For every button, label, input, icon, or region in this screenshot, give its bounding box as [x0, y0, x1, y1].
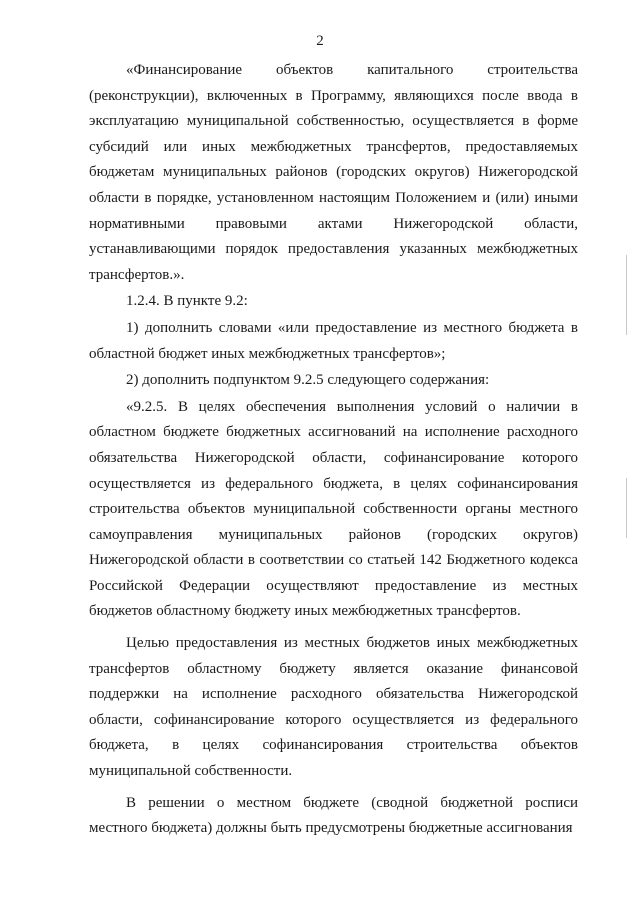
- paragraph-9-2-5: «9.2.5. В целях обеспечения выполнения условий о наличии в областном бюджете бюджетных ассигнований на исполнение расходного обязательства Нижегородской области, софинансирование которого осуществляется из федерального бюджета, в целях софинансирования строительства объектов муниципальной собственности органы местного самоуправления муниципальных районов (городских округов) Нижегородской области в соответствии со статьей 142 Бюджетного кодекса Российской Федерации осуществляют предоставление из местных бюджетов областному бюджету иных межбюджетных трансфертов.: [89, 398, 578, 620]
- paragraph-local-budget: В решении о местном бюджете (сводной бюджетной росписи местного бюджета) должны быть предусмотрены бюджетные ассигнования: [89, 794, 578, 837]
- paragraph-purpose: Целью предоставления из местных бюджетов иных межбюджетных трансфертов областному бюджету является оказание финансовой поддержки на исполнение расходного обязательства Нижегородской области, софинансирование которого осуществляется из федерального бюджета, в целях софинансирования строительства объектов муниципальной собственности.: [89, 635, 578, 780]
- paragraph-amendment-1: 1) дополнить словами «или предоставление из местного бюджета в областной бюджет иных межбюджетных трансфертов»;: [89, 319, 578, 362]
- scan-edge-mark: [626, 255, 627, 335]
- paragraph-item-1-2-4: 1.2.4. В пункте 9.2:: [126, 293, 248, 310]
- page-number: 2: [316, 33, 324, 49]
- scan-edge-mark: [626, 478, 627, 538]
- paragraph-financing: «Финансирование объектов капитального строительства (реконструкции), включенных в Программу, являющихся после ввода в эксплуатацию муниципальной собственностью, осуществляется в форме субсидий или иных межбюджетных трансфертов, предоставляемых бюджетам муниципальных районов (городских округов) Нижегородской области в порядке, установленном настоящим Положением и (или) иными нормативными правовыми актами Нижегородской области, устанавливающими порядок предоставления указанных межбюджетных трансфертов.».: [89, 62, 578, 283]
- paragraph-amendment-2: 2) дополнить подпунктом 9.2.5 следующего содержания:: [126, 372, 490, 389]
- document-body: [89, 58, 578, 842]
